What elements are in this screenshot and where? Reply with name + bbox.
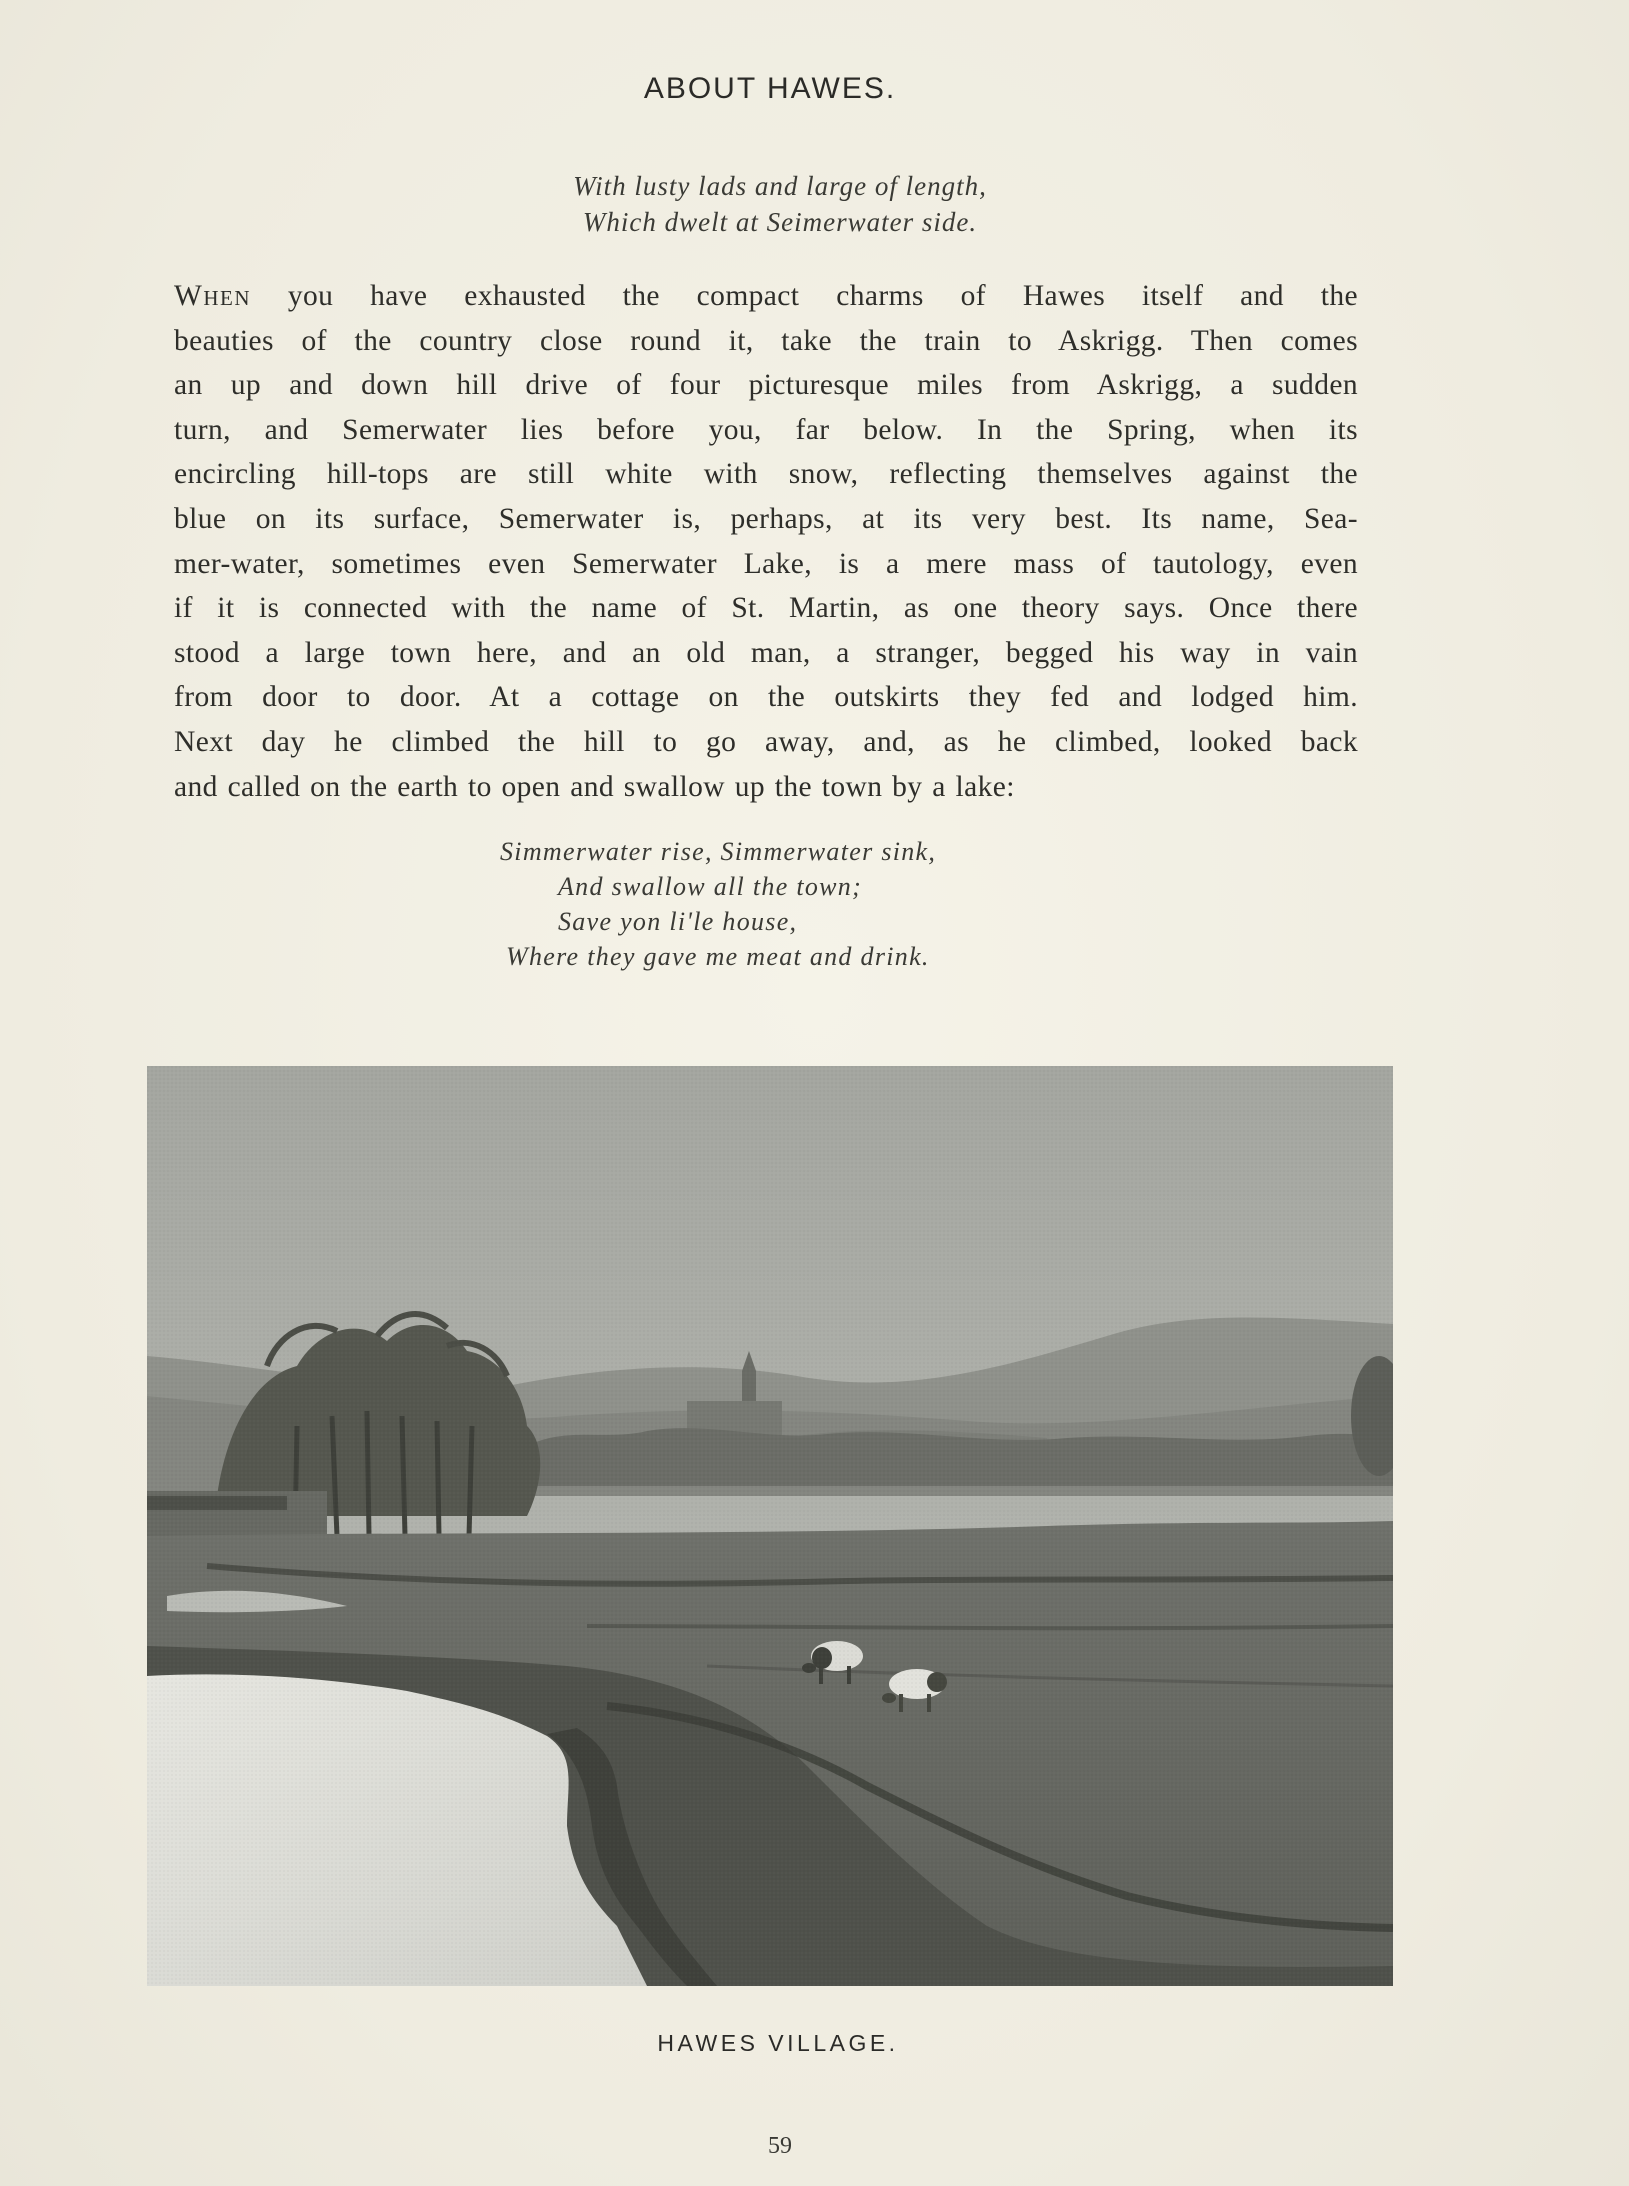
photograph-plate <box>147 1066 1393 1986</box>
paragraph-line: turn, and Semerwater lies before you, far below. In the Spring, when its <box>174 413 1358 446</box>
paragraph-line: and called on the earth to open and swallow up the town by a lake: <box>174 770 1015 803</box>
running-head: ABOUT HAWES. <box>643 72 897 105</box>
verse-line: Simmerwater rise, Simmerwater sink, <box>500 837 937 866</box>
page-number: 59 <box>768 2133 792 2159</box>
verse-line: And swallow all the town; <box>558 872 863 901</box>
verse-line: Save yon li'le house, <box>558 907 798 936</box>
paragraph-line: mer-water, sometimes even Semerwater Lake, is a mere mass of tautology, even <box>174 547 1358 580</box>
paragraph-line: encircling hill-tops are still white with snow, reflecting themselves against the <box>174 458 1358 491</box>
paragraph-line <box>174 274 1358 319</box>
paragraph-line: from door to door. At a cottage on the outskirts they fed and lodged him. <box>174 681 1358 714</box>
epigraph-line: With lusty lads and large of length, <box>573 171 987 201</box>
plate-caption: HAWES VILLAGE. <box>657 2030 899 2056</box>
paragraph-line: blue on its surface, Semerwater is, perhaps, at its very best. Its name, Sea- <box>174 502 1358 535</box>
epigraph-line: Which dwelt at Seimerwater side. <box>582 207 978 237</box>
paragraph-line: beauties of the country close round it, take the train to Askrigg. Then comes <box>174 324 1358 357</box>
epigraph <box>0 168 1560 240</box>
paragraph-line-text: you have exhausted the compact charms of Hawes itself and the <box>251 280 1358 312</box>
paragraph-line: if it is connected with the name of St. Martin, as one theory says. Once there <box>174 592 1358 625</box>
paragraph-line: stood a large town here, and an old man, a stranger, begged his way in vain <box>174 636 1358 669</box>
verse-line: Where they gave me meat and drink. <box>506 942 930 971</box>
paragraph-line: Next day he climbed the hill to go away, and, as he climbed, looked back <box>174 725 1358 758</box>
paragraph-lead-word: When <box>174 280 252 312</box>
paragraph-line: an up and down hill drive of four picturesque miles from Askrigg, a sudden <box>174 369 1358 402</box>
body-paragraph <box>174 274 1358 809</box>
verse <box>500 834 936 974</box>
